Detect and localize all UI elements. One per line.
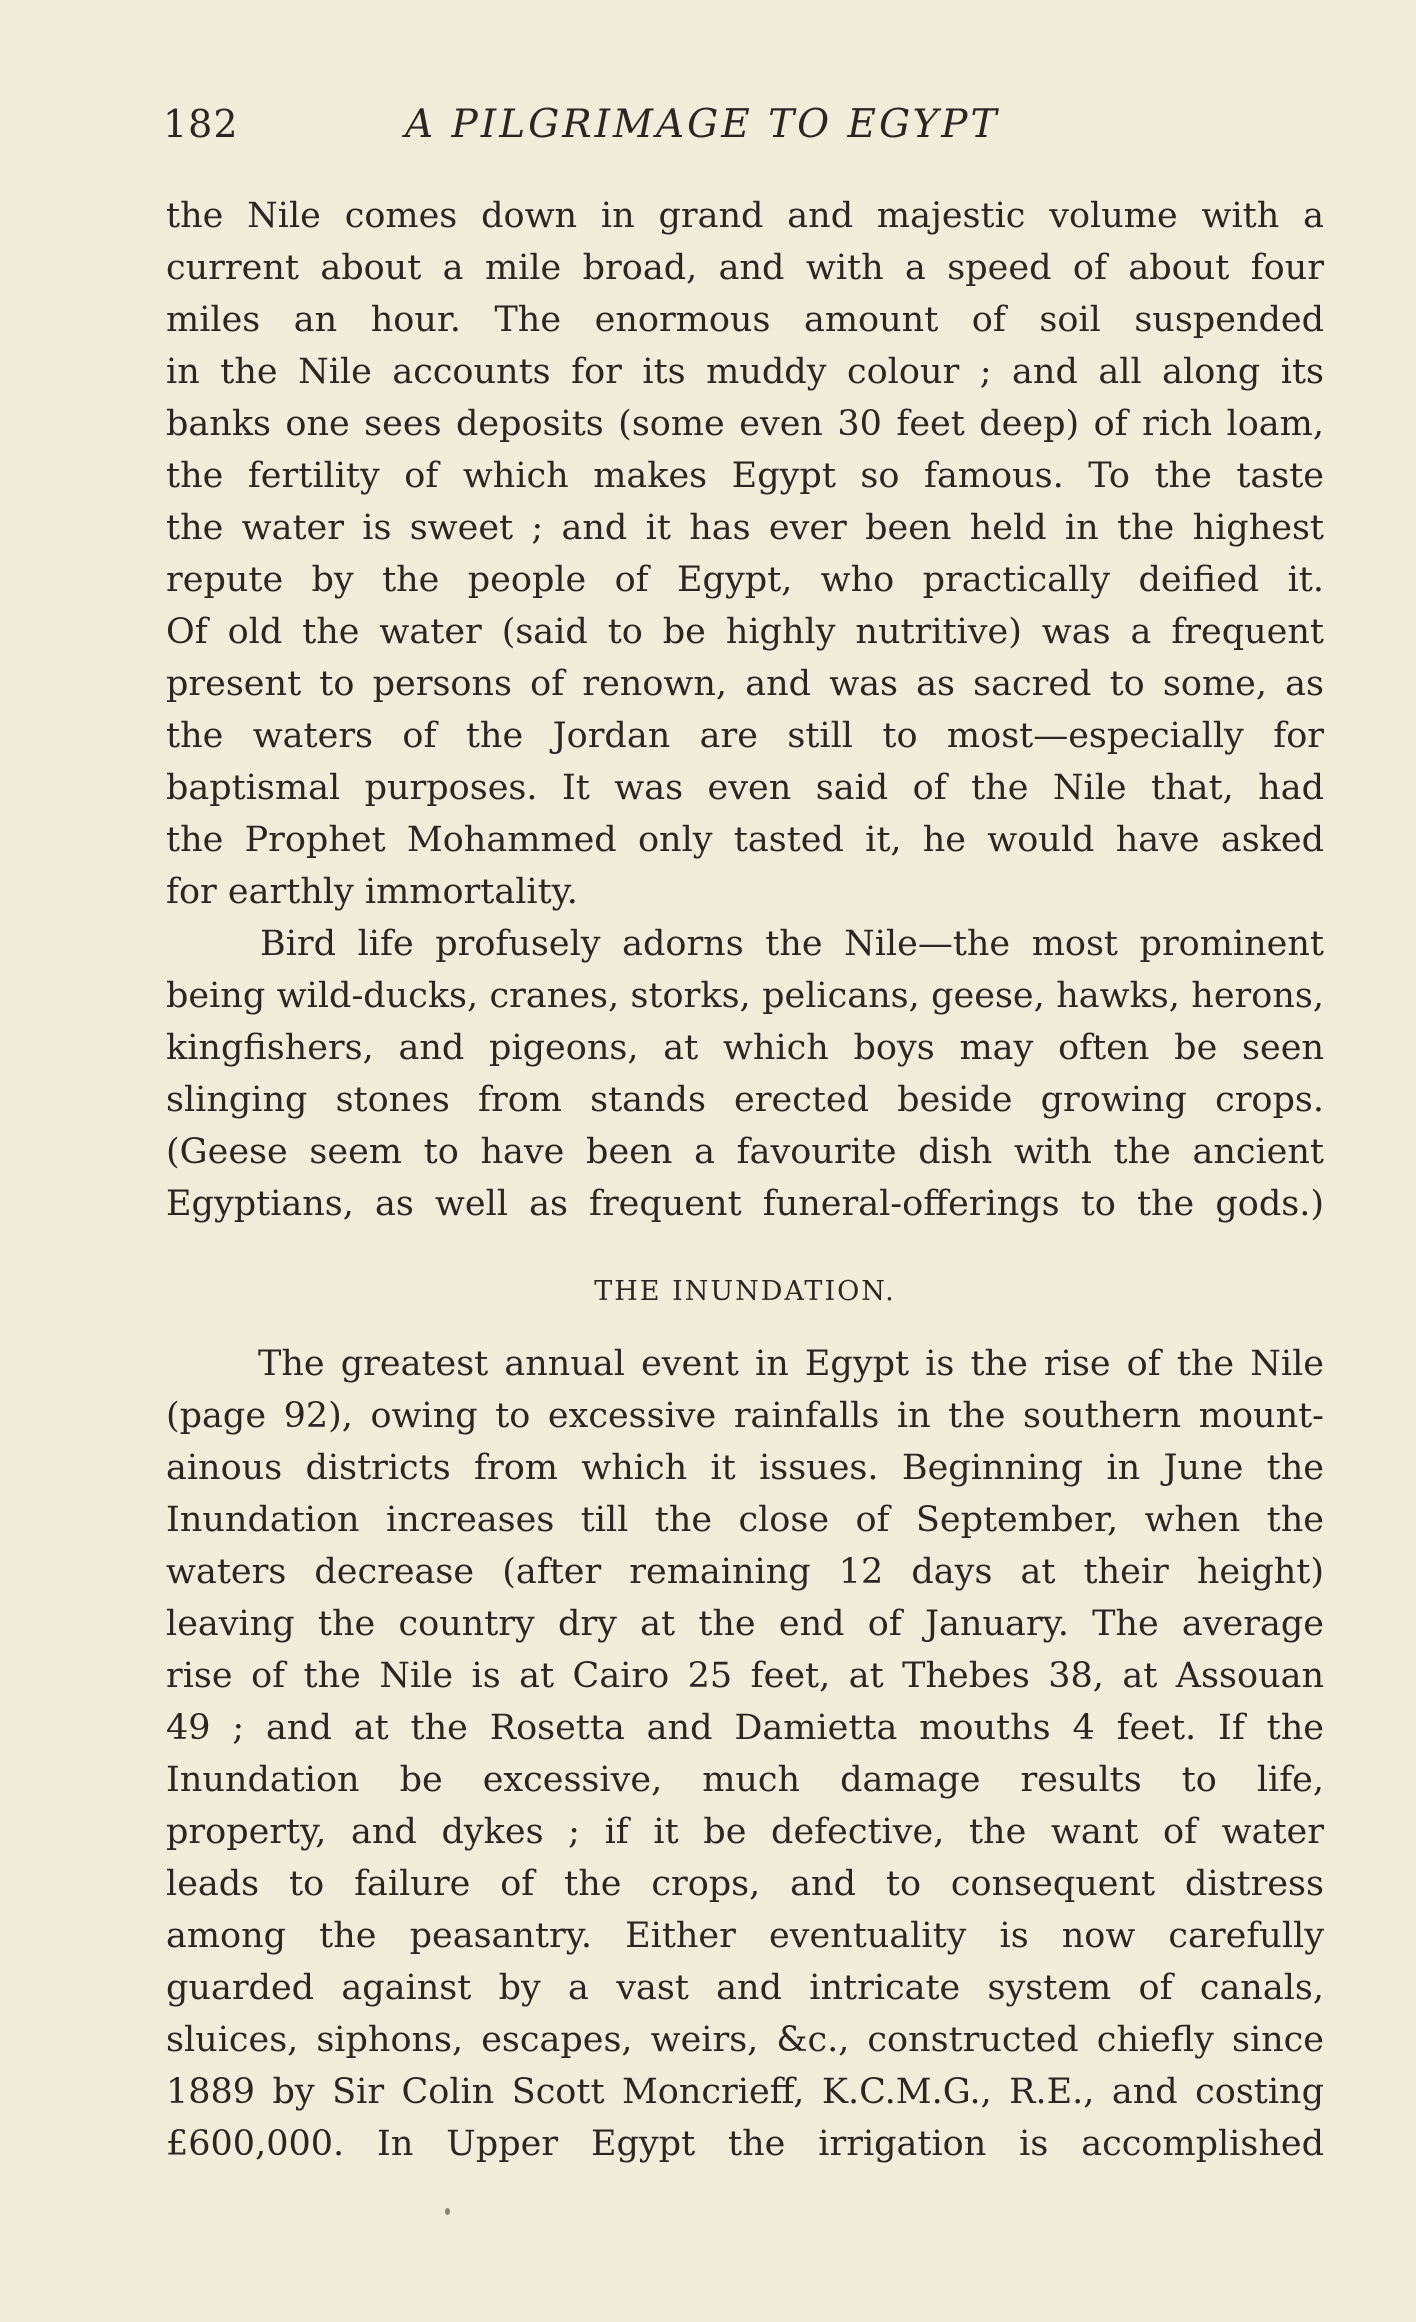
text-line: 1889 by Sir Colin Scott Moncrieff, K.C.M.G., R.E., and costing bbox=[166, 2072, 1324, 2112]
section-heading: THE INUNDATION. bbox=[594, 1276, 896, 1307]
text-line: guarded against by a vast and intricate system of canals, bbox=[166, 1968, 1324, 2008]
text-line: (page 92), owing to excessive rainfalls in the southern mount- bbox=[166, 1396, 1324, 1436]
text-line: Bird life profusely adorns the Nile—the most prominent bbox=[260, 924, 1324, 964]
text-line: sluices, siphons, escapes, weirs, &c., constructed chiefly since bbox=[166, 2020, 1324, 2060]
text-line: for earthly immortality. bbox=[166, 872, 578, 912]
text-line: repute by the people of Egypt, who practically deified it. bbox=[166, 560, 1324, 600]
text-line: ainous districts from which it issues. Beginning in June the bbox=[166, 1448, 1324, 1488]
text-line: £600,000. In Upper Egypt the irrigation is accomplished bbox=[166, 2124, 1324, 2164]
text-line: slinging stones from stands erected beside growing crops. bbox=[166, 1080, 1324, 1120]
text-line: the fertility of which makes Egypt so famous. To the taste bbox=[166, 456, 1324, 496]
text-line: 49 ; and at the Rosetta and Damietta mouths 4 feet. If the bbox=[166, 1708, 1324, 1748]
text-line: being wild-ducks, cranes, storks, pelicans, geese, hawks, herons, bbox=[166, 976, 1324, 1016]
text-line: Inundation be excessive, much damage results to life, bbox=[166, 1760, 1324, 1800]
text-line: present to persons of renown, and was as sacred to some, as bbox=[166, 664, 1324, 704]
text-line: the water is sweet ; and it has ever been held in the highest bbox=[166, 508, 1324, 548]
text-line: rise of the Nile is at Cairo 25 feet, at Thebes 38, at Assouan bbox=[166, 1656, 1324, 1696]
text-line: The greatest annual event in Egypt is the rise of the Nile bbox=[258, 1344, 1324, 1384]
text-line: among the peasantry. Either eventuality is now carefully bbox=[166, 1916, 1324, 1956]
text-line: miles an hour. The enormous amount of soil suspended bbox=[166, 300, 1324, 340]
text-line: baptismal purposes. It was even said of the Nile that, had bbox=[166, 768, 1324, 808]
running-title: A PILGRIMAGE TO EGYPT bbox=[405, 102, 1000, 147]
text-line: leaving the country dry at the end of January. The average bbox=[166, 1604, 1324, 1644]
paper-speck bbox=[445, 2208, 450, 2215]
text-line: kingfishers, and pigeons, at which boys may often be seen bbox=[166, 1028, 1324, 1068]
text-line: the waters of the Jordan are still to most—especially for bbox=[166, 716, 1324, 756]
text-line: waters decrease (after remaining 12 days at their height) bbox=[166, 1552, 1324, 1592]
text-line: (Geese seem to have been a favourite dish with the ancient bbox=[166, 1132, 1324, 1172]
page-number: 182 bbox=[163, 102, 239, 146]
text-line: in the Nile accounts for its muddy colour ; and all along its bbox=[166, 352, 1324, 392]
text-line: current about a mile broad, and with a speed of about four bbox=[166, 248, 1324, 288]
text-line: property, and dykes ; if it be defective, the want of water bbox=[166, 1812, 1324, 1852]
page-header bbox=[163, 102, 1323, 162]
text-line: the Prophet Mohammed only tasted it, he would have asked bbox=[166, 820, 1324, 860]
text-line: banks one sees deposits (some even 30 feet deep) of rich loam, bbox=[166, 404, 1324, 444]
text-line: the Nile comes down in grand and majestic volume with a bbox=[166, 196, 1324, 236]
text-line: leads to failure of the crops, and to consequent distress bbox=[166, 1864, 1324, 1904]
text-line: Inundation increases till the close of September, when the bbox=[166, 1500, 1324, 1540]
text-line: Of old the water (said to be highly nutritive) was a frequent bbox=[166, 612, 1324, 652]
text-line: Egyptians, as well as frequent funeral-offerings to the gods.) bbox=[166, 1184, 1324, 1224]
